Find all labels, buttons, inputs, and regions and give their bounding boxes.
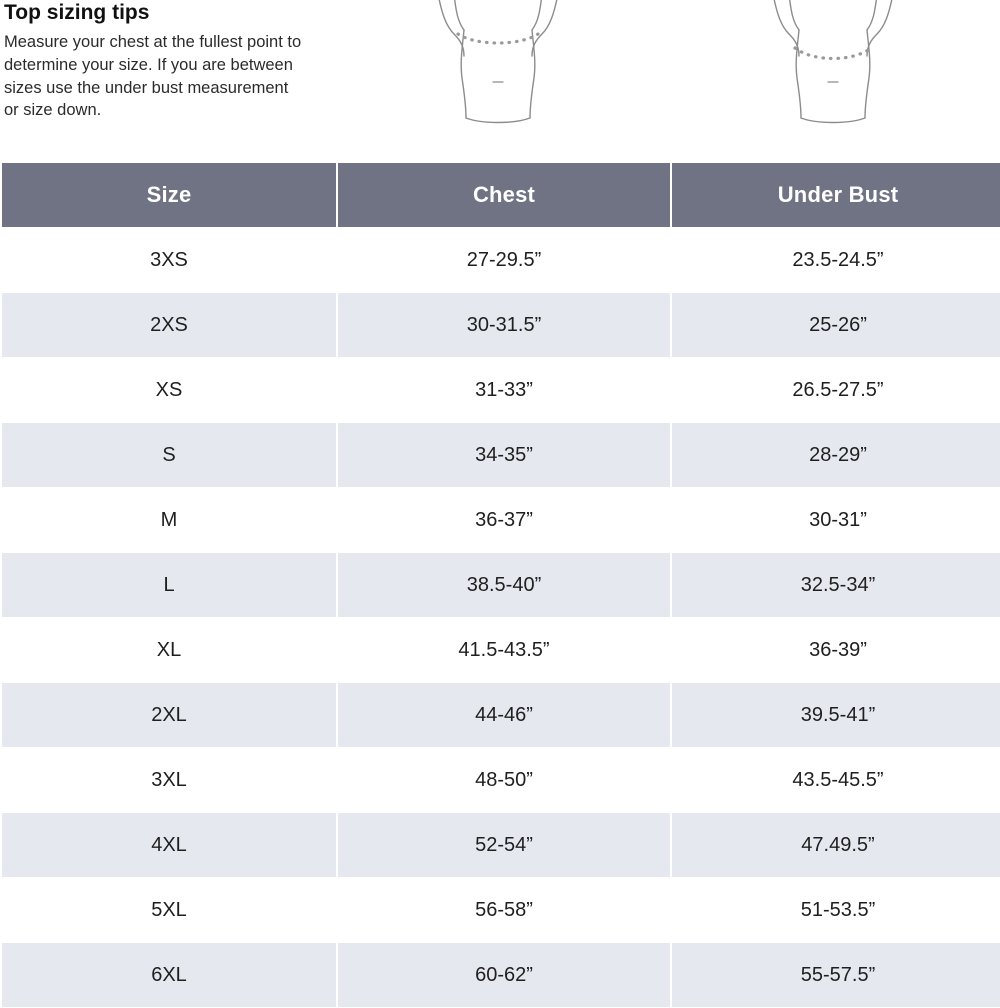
cell-size: L [2,553,336,617]
cell-size: 5XL [2,878,336,942]
cell-under-bust: 26.5-27.5” [672,358,1000,422]
table-row [2,878,1000,942]
cell-size: 2XL [2,683,336,747]
under-bust-measurement-diagram [733,0,933,140]
cell-size: S [2,423,336,487]
sizing-tips-body: Measure your chest at the fullest point to determine your size. If you are between sizes use the under bust measurement or size down. [4,33,302,120]
cell-under-bust: 39.5-41” [672,683,1000,747]
sizing-tips [0,0,330,122]
chest-dotted-line [458,34,538,43]
cell-chest: 56-58” [338,878,670,942]
chest-measurement-diagram [398,0,598,140]
table-row [2,228,1000,292]
cell-chest: 34-35” [338,423,670,487]
under-bust-measurement-figure [723,0,943,140]
column-header-under-bust: Under Bust [672,163,1000,227]
cell-under-bust: 28-29” [672,423,1000,487]
table-row [2,748,1000,812]
sizing-tips-title: Top sizing tips [4,1,150,24]
chest-measurement-figure [388,0,608,140]
cell-size: 2XS [2,293,336,357]
column-header-chest: Chest [338,163,670,227]
cell-under-bust: 23.5-24.5” [672,228,1000,292]
cell-size: 3XS [2,228,336,292]
cell-chest: 60-62” [338,943,670,1007]
table-row [2,358,1000,422]
table-row [2,683,1000,747]
top-section [0,0,1000,160]
table-row [2,293,1000,357]
cell-chest: 36-37” [338,488,670,552]
under-bust-dotted-line [795,48,871,59]
cell-under-bust: 55-57.5” [672,943,1000,1007]
table-row [2,943,1000,1007]
table-row [2,553,1000,617]
cell-chest: 44-46” [338,683,670,747]
cell-size: XL [2,618,336,682]
cell-size: 4XL [2,813,336,877]
table-row [2,813,1000,877]
cell-size: M [2,488,336,552]
table-header-row [2,163,1000,227]
cell-under-bust: 47.49.5” [672,813,1000,877]
cell-under-bust: 36-39” [672,618,1000,682]
size-chart-table [0,162,1000,1008]
cell-under-bust: 30-31” [672,488,1000,552]
measurement-diagrams [330,0,1000,140]
cell-size: 3XL [2,748,336,812]
cell-chest: 27-29.5” [338,228,670,292]
table-row [2,488,1000,552]
cell-size: XS [2,358,336,422]
table-row [2,423,1000,487]
cell-under-bust: 32.5-34” [672,553,1000,617]
cell-size: 6XL [2,943,336,1007]
cell-chest: 52-54” [338,813,670,877]
cell-chest: 30-31.5” [338,293,670,357]
cell-chest: 41.5-43.5” [338,618,670,682]
table-body [2,228,1000,1007]
cell-under-bust: 51-53.5” [672,878,1000,942]
cell-chest: 48-50” [338,748,670,812]
cell-chest: 38.5-40” [338,553,670,617]
table-header [2,163,1000,227]
cell-under-bust: 25-26” [672,293,1000,357]
cell-under-bust: 43.5-45.5” [672,748,1000,812]
column-header-size: Size [2,163,336,227]
table-row [2,618,1000,682]
cell-chest: 31-33” [338,358,670,422]
